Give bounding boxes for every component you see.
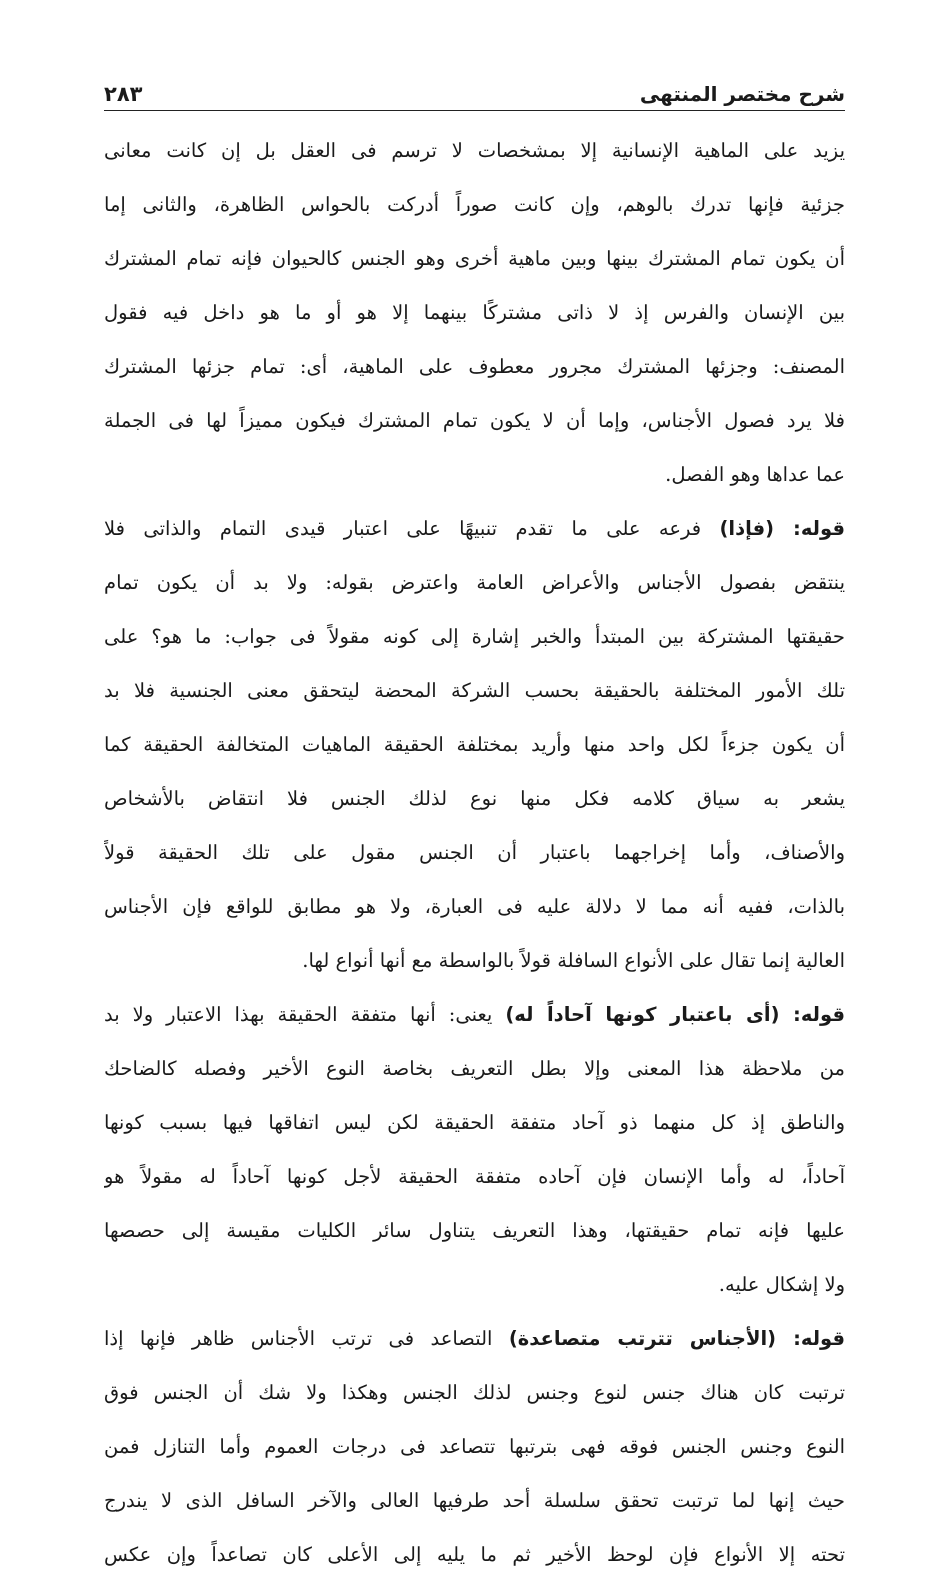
paragraph-3 xyxy=(104,988,845,1312)
text-line: تلك الأمور المختلفة بالحقيقة بحسب الشركة المحضة ليتحقق معنى الجنسية فلا بد xyxy=(104,679,845,702)
text-line: جزئية فإنها تدرك بالوهم، وإن كانت صوراً أدركت بالحواس الظاهرة، والثانى إما xyxy=(104,193,845,216)
text-line: فلا يرد فصول الأجناس، وإما أن لا يكون تمام المشترك فيكون مميزاً لها فى الجملة xyxy=(104,409,845,432)
text-line: ولا إشكال عليه. xyxy=(718,1273,845,1296)
page-number: ٢٨٣ xyxy=(104,82,143,106)
text-line: أن يكون جزءاً لكل واحد منها وأريد بمختلفة الحقيقة الماهيات المتخالفة الحقيقة كما xyxy=(104,733,845,756)
text-line: يزيد على الماهية الإنسانية إلا بمشخصات لا ترسم فى العقل بل إن كانت معانى xyxy=(104,139,845,162)
paragraph-4 xyxy=(104,1312,845,1582)
text-line-content: فرعه على ما تقدم تنبيهًا على اعتبار قيدى التمام والذاتى فلا xyxy=(104,517,702,540)
text-line-content: يعنى: أنها متفقة الحقيقة بهذا الاعتبار ولا بد xyxy=(104,1003,493,1026)
text-line-content: التصاعد فى ترتب الأجناس ظاهر فإنها إذا xyxy=(104,1327,493,1350)
text-line: آحاداً، له وأما الإنسان فإن آحاده متفقة الحقيقة لأجل كونها آحاداً له مقولاً هو xyxy=(104,1165,845,1188)
text-line: النوع وجنس الجنس فوقه فهى بترتبها تتصاعد فى درجات العموم وأما التنازل فمن xyxy=(104,1435,845,1458)
text-line: بالذات، ففيه أنه مما لا دلالة عليه فى العبارة، ولا هو مطابق للواقع فإن الأجناس xyxy=(104,895,845,918)
text-line: أن يكون تمام المشترك بينها وبين ماهية أخرى وهو الجنس كالحيوان فإنه تمام المشترك xyxy=(104,247,845,270)
page-header xyxy=(104,72,845,111)
text-line: حيث إنها لما ترتبت تحقق سلسلة أحد طرفيها العالى والآخر السافل الذى لا يندرج xyxy=(104,1489,845,1512)
paragraph-2 xyxy=(104,502,845,988)
text-line: المصنف: وجزئها المشترك مجرور معطوف على الماهية، أى: تمام جزئها المشترك xyxy=(104,355,845,378)
text-line: والأصناف، وأما إخراجهما باعتبار أن الجنس مقول على تلك الحقيقة قولاً xyxy=(104,841,845,864)
paragraph-1 xyxy=(104,124,845,502)
text-line: من ملاحظة هذا المعنى وإلا بطل التعريف بخاصة النوع الأخير وفصله كالضاحك xyxy=(104,1057,845,1080)
commentary-lemma: قوله: (فإذا) xyxy=(719,517,845,540)
text-line: يشعر به سياق كلامه فكل منها نوع لذلك الجنس فلا انتقاض بالأشخاص xyxy=(104,787,845,810)
text-line: ينتقض بفصول الأجناس والأعراض العامة واعترض بقوله: ولا بد أن يكون تمام xyxy=(104,571,845,594)
text-line: والناطق إذ كل منهما ذو آحاد متفقة الحقيقة لكن ليس اتفاقها فيها بسبب كونها xyxy=(104,1111,845,1134)
text-line: حقيقتها المشتركة بين المبتدأ والخبر إشارة إلى كونه مقولاً فى جواب: ما هو؟ على xyxy=(104,625,845,648)
text-line: بين الإنسان والفرس إذ لا ذاتى مشتركًا بينهما إلا هو أو ما هو داخل فيه فقول xyxy=(104,301,845,324)
text-line: عليها فإنه تمام حقيقتها، وهذا التعريف يتناول سائر الكليات مقيسة إلى حصصها xyxy=(104,1219,845,1242)
commentary-lemma: قوله: (الأجناس تترتب متصاعدة) xyxy=(508,1327,845,1350)
page-body xyxy=(104,124,845,1582)
running-title: شرح مختصر المنتهى xyxy=(639,82,845,106)
text-line: تحته إلا الأنواع فإن لوحظ الأخير ثم ما يليه إلى الأعلى كان تصاعداً وإن عكس xyxy=(104,1543,845,1566)
text-line: ترتبت كان هناك جنس لنوع وجنس لذلك الجنس وهكذا ولا شك أن الجنس فوق xyxy=(104,1381,845,1404)
text-line xyxy=(104,988,845,1042)
text-line xyxy=(104,502,845,556)
text-line xyxy=(104,1312,845,1366)
text-line: العالية إنما تقال على الأنواع السافلة قولاً بالواسطة مع أنها أنواع لها. xyxy=(302,949,845,972)
text-line: عما عداها وهو الفصل. xyxy=(665,463,845,486)
commentary-lemma: قوله: (أى باعتبار كونها آحاداً له) xyxy=(505,1003,845,1026)
